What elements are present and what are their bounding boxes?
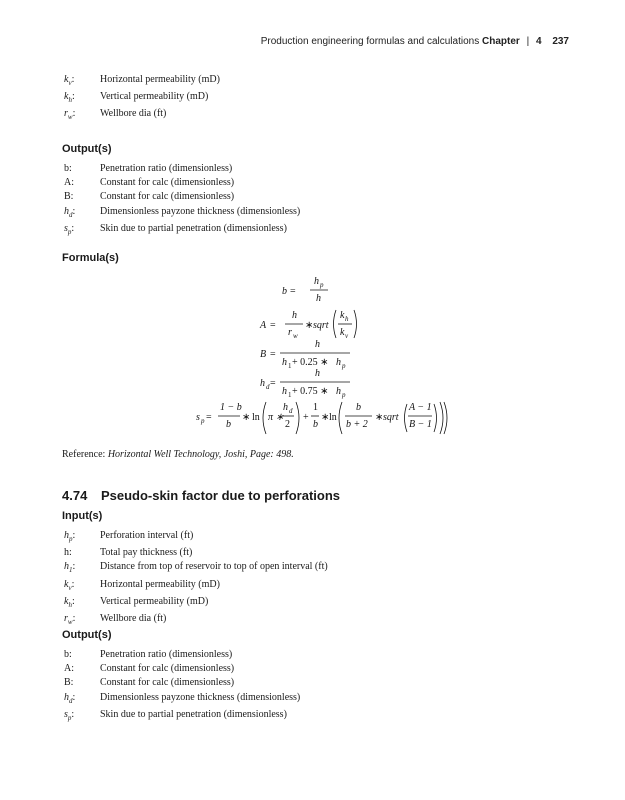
list-description: Wellbore dia (ft) — [100, 108, 167, 120]
inputs-heading: Input(s) — [62, 510, 103, 522]
list-description: Vertical permeability (mD) — [100, 91, 209, 103]
list-symbol: b: — [64, 163, 72, 174]
formula-svg — [190, 268, 450, 438]
svg-text:+: + — [303, 412, 309, 423]
reference-source: Horizontal Well Technology, Joshi, Page: 498. — [107, 449, 294, 460]
svg-text:=: = — [270, 349, 276, 360]
list-symbol: $s_p$: — [64, 222, 75, 236]
svg-text:π ∗: π ∗ — [268, 412, 284, 423]
svg-text:p: p — [201, 417, 205, 425]
list-symbol: h: — [64, 547, 72, 559]
list-item — [64, 708, 300, 725]
svg-text:w: w — [293, 332, 298, 340]
svg-text:h: h — [336, 357, 341, 368]
page-number: 237 — [552, 36, 569, 47]
svg-text:v: v — [345, 332, 349, 340]
svg-text:h: h — [260, 378, 265, 389]
output-list-2 — [64, 648, 300, 725]
list-item — [64, 676, 300, 690]
svg-text:h: h — [316, 293, 321, 304]
svg-text:d: d — [266, 383, 270, 391]
chapter-number: 4 — [535, 36, 542, 47]
chapter-label: Chapter — [482, 36, 520, 47]
svg-text:h: h — [315, 368, 320, 379]
formula-block — [190, 268, 450, 438]
list-item — [64, 222, 300, 239]
list-symbol: B: — [64, 191, 74, 203]
section-title — [62, 488, 340, 503]
svg-text:d: d — [289, 407, 293, 415]
list-item — [64, 691, 300, 708]
running-header: Production engineering formulas and calculations Chapter | 4 237 — [260, 36, 569, 47]
list-description: Constant for calc (dimensionless) — [100, 663, 235, 675]
list-description: Perforation interval (ft) — [100, 530, 194, 541]
svg-text:sqrt: sqrt — [383, 412, 399, 423]
svg-text:+ 0.75 ∗: + 0.75 ∗ — [292, 386, 329, 397]
list-item — [64, 162, 300, 176]
svg-text:b: b — [356, 402, 361, 413]
list-item — [64, 560, 328, 577]
svg-text:=: = — [270, 320, 276, 331]
outputs-heading-1: Output(s) — [62, 143, 112, 155]
svg-text:∗: ∗ — [305, 320, 314, 331]
svg-text:h: h — [345, 315, 349, 323]
svg-text:h: h — [314, 276, 319, 287]
reference-prefix: Reference: — [62, 449, 106, 460]
svg-text:b: b — [226, 419, 231, 430]
list-symbol: $h_d$: — [64, 691, 76, 705]
svg-text:1: 1 — [288, 362, 292, 370]
list-description: Dimensionless payzone thickness (dimensionless) — [100, 205, 301, 217]
svg-text:h: h — [283, 402, 288, 413]
svg-text:sqrt: sqrt — [313, 320, 329, 331]
list-symbol: $h_d$: — [64, 205, 76, 219]
list-item — [64, 73, 220, 90]
list-description: Constant for calc (dimensionless) — [100, 677, 235, 689]
svg-text:∗: ∗ — [375, 412, 384, 423]
list-symbol: A: — [64, 177, 75, 189]
svg-text:h: h — [315, 339, 320, 350]
list-description: Penetration ratio (dimensionless) — [100, 649, 233, 660]
svg-text:s: s — [196, 412, 200, 423]
list-description: Total pay thickness (ft) — [100, 547, 193, 559]
list-description: Skin due to partial penetration (dimensionless) — [100, 222, 287, 234]
list-description: Distance from top of reservoir to top of open interval (ft) — [100, 561, 328, 573]
list-item — [64, 90, 220, 107]
svg-text:r: r — [288, 327, 292, 338]
list-description: Constant for calc (dimensionless) — [100, 191, 235, 203]
svg-text:1: 1 — [288, 391, 292, 399]
list-item — [64, 612, 328, 629]
list-description: Wellbore dia (ft) — [100, 613, 167, 625]
svg-text:h: h — [336, 386, 341, 397]
svg-text:=: = — [290, 286, 296, 297]
list-item — [64, 107, 220, 124]
list-symbol: $h_1$: — [64, 561, 76, 575]
formula-b — [282, 276, 328, 304]
list-symbol: $k_v$: — [64, 74, 75, 87]
svg-text:∗: ∗ — [242, 412, 251, 423]
svg-text:1 − b: 1 − b — [220, 402, 242, 413]
list-item — [64, 578, 328, 595]
svg-text:1: 1 — [313, 402, 318, 413]
svg-text:+ 0.25 ∗: + 0.25 ∗ — [292, 357, 329, 368]
list-symbol: $k_h$: — [64, 595, 75, 609]
list-description: Penetration ratio (dimensionless) — [100, 163, 233, 174]
list-item — [64, 529, 328, 546]
list-symbol: $s_p$: — [64, 708, 75, 722]
formula-sp — [196, 402, 447, 434]
formulas-heading: Formula(s) — [62, 252, 119, 264]
list-item — [64, 176, 300, 190]
list-description: Horizontal permeability (mD) — [100, 578, 220, 590]
formula-B — [260, 339, 350, 370]
list-item — [64, 648, 300, 662]
list-symbol: B: — [64, 677, 74, 689]
reference — [62, 449, 294, 460]
list-item — [64, 546, 328, 560]
svg-text:=: = — [206, 412, 212, 423]
running-title: Production engineering formulas and calculations — [260, 36, 480, 47]
output-list-1 — [64, 162, 300, 239]
svg-text:B: B — [260, 349, 267, 360]
svg-text:b + 2: b + 2 — [346, 419, 368, 430]
list-symbol: $h_p$: — [64, 530, 76, 543]
list-symbol: $r_w$: — [64, 613, 76, 627]
list-item — [64, 595, 328, 612]
list-symbol: $r_w$: — [64, 108, 76, 122]
svg-text:b: b — [282, 286, 287, 297]
list-item — [64, 205, 300, 222]
svg-text:A − 1: A − 1 — [409, 402, 432, 413]
list-symbol: b: — [64, 649, 72, 660]
list-description: Dimensionless payzone thickness (dimensionless) — [100, 691, 301, 703]
svg-text:b: b — [313, 419, 318, 430]
svg-text:B − 1: B − 1 — [409, 419, 432, 430]
svg-text:p: p — [342, 391, 346, 399]
svg-text:2: 2 — [285, 419, 290, 430]
svg-text:A: A — [260, 320, 267, 331]
list-symbol: $k_h$: — [64, 91, 75, 105]
formula-A — [259, 310, 357, 340]
list-description: Horizontal permeability (mD) — [100, 74, 220, 85]
list-item — [64, 190, 300, 204]
list-symbol: A: — [64, 663, 75, 675]
svg-text:p: p — [342, 362, 346, 370]
svg-text:h: h — [292, 310, 297, 321]
svg-text:ln: ln — [252, 412, 260, 423]
svg-text:∗: ∗ — [321, 412, 330, 423]
svg-text:h: h — [282, 386, 287, 397]
list-description: Constant for calc (dimensionless) — [100, 177, 235, 189]
list-description: Vertical permeability (mD) — [100, 595, 209, 607]
svg-text:p: p — [320, 281, 324, 289]
formula-hd — [260, 368, 350, 399]
outputs-heading-2: Output(s) — [62, 629, 112, 641]
list-description: Skin due to partial penetration (dimensionless) — [100, 708, 287, 720]
svg-text:h: h — [282, 357, 287, 368]
list-item — [64, 662, 300, 676]
section-name: Pseudo-skin factor due to perforations — [100, 488, 341, 503]
svg-text:=: = — [270, 378, 276, 389]
section-number: 4.74 — [62, 488, 88, 503]
svg-text:k: k — [340, 327, 345, 338]
input-list-2 — [64, 529, 328, 629]
svg-text:k: k — [340, 310, 345, 321]
svg-text:ln: ln — [329, 412, 337, 423]
input-list-top — [64, 73, 220, 125]
list-symbol: $k_v$: — [64, 578, 75, 592]
